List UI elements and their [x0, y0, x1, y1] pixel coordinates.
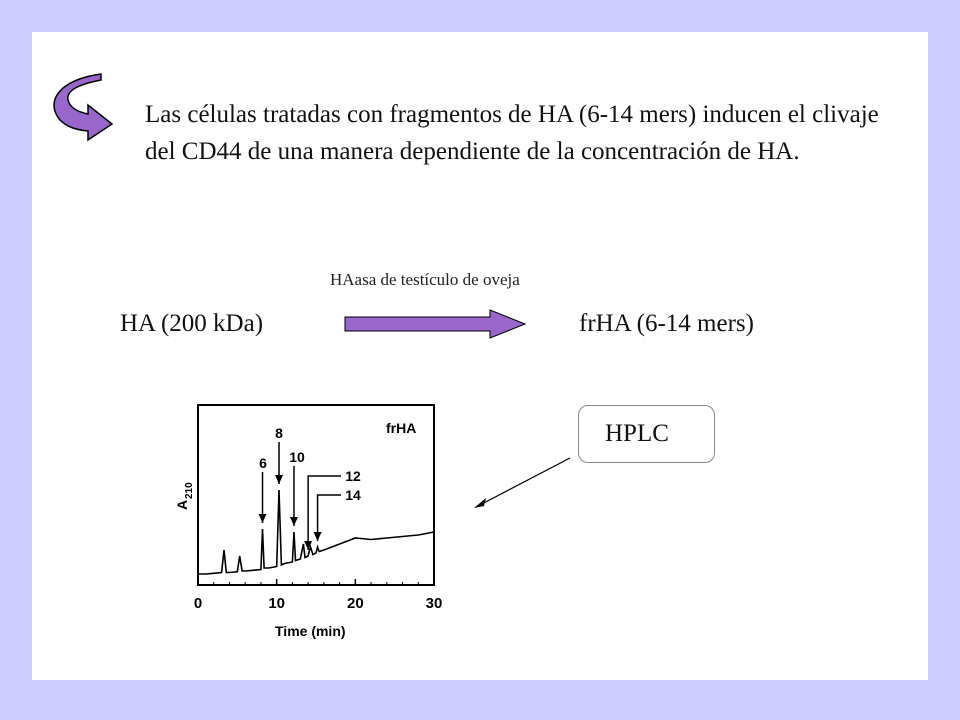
peak-label: 10	[289, 449, 305, 465]
peak-label: 6	[259, 455, 267, 471]
hplc-label: HPLC	[605, 420, 669, 447]
chart-title: frHA	[386, 420, 417, 436]
x-tick-label: 30	[425, 595, 443, 612]
x-tick-label: 20	[346, 595, 364, 612]
x-tick-label: 10	[268, 595, 286, 612]
peak-arrowhead	[259, 514, 267, 523]
svg-text:A: A	[174, 499, 190, 510]
main-text: Las células tratadas con fragmentos de HA (6-14 mers) inducen el clivaje del CD44 de una manera dependiente de la concentración de HA.	[145, 101, 879, 165]
peak-arrow	[308, 476, 341, 550]
peak-arrowhead	[290, 517, 298, 526]
peak-label: 8	[275, 425, 283, 441]
peak-arrowhead	[314, 532, 322, 541]
x-axis-label: Time (min)	[275, 623, 346, 639]
peak-label: 14	[345, 487, 361, 503]
y-axis-subscript: 210	[184, 482, 195, 499]
peak-arrow	[318, 495, 341, 541]
peak-arrowhead	[275, 475, 283, 484]
ha-label: HA (200 kDa)	[120, 310, 264, 337]
enzyme-label: HAasa de testículo de oveja	[330, 270, 520, 289]
frha-label: frHA (6-14 mers)	[579, 310, 754, 337]
x-tick-label: 0	[193, 595, 203, 612]
y-axis-label	[174, 482, 195, 510]
peak-label: 12	[345, 468, 361, 484]
